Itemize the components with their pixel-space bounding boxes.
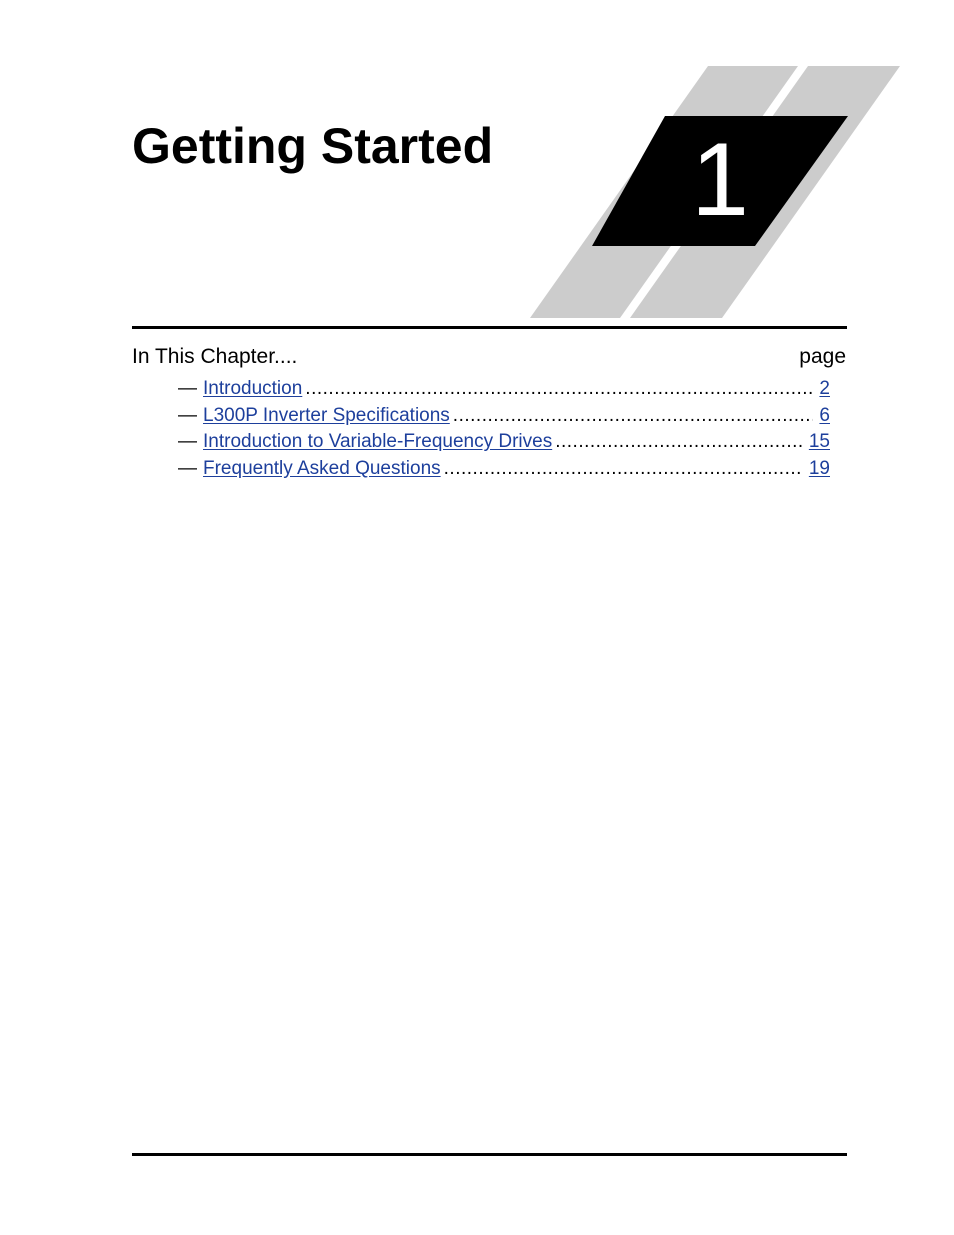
toc-page-link[interactable]: 2 xyxy=(819,378,830,399)
toc-dash: — xyxy=(178,404,197,426)
toc-link-inverter-specifications[interactable]: L300P Inverter Specifications xyxy=(203,404,450,426)
toc-link-introduction[interactable]: Introduction xyxy=(203,378,303,399)
toc-dot-leader xyxy=(453,403,814,429)
toc-link-faq[interactable]: Frequently Asked Questions xyxy=(203,457,441,479)
toc-header xyxy=(132,343,846,371)
chapter-number: 1 xyxy=(691,122,749,238)
toc-dash: — xyxy=(178,431,197,452)
toc-page-column-label: page xyxy=(799,345,846,368)
toc-entry xyxy=(178,456,831,483)
toc-dash: — xyxy=(178,378,197,399)
toc-dot-leader xyxy=(444,456,803,482)
toc-dot-leader xyxy=(555,429,803,455)
toc-page-link[interactable]: 19 xyxy=(808,457,830,479)
toc-page-link[interactable]: 6 xyxy=(819,404,830,426)
toc-heading: In This Chapter.... xyxy=(132,345,298,368)
toc-list xyxy=(178,376,831,482)
toc-entry xyxy=(178,429,831,456)
chapter-title: Getting Started xyxy=(132,118,494,174)
toc-entry xyxy=(178,403,831,430)
toc-entry xyxy=(178,376,831,403)
toc-dash: — xyxy=(178,457,197,479)
toc-link-variable-frequency-drives[interactable]: Introduction to Variable-Frequency Drives xyxy=(203,431,553,452)
bottom-divider xyxy=(132,1153,847,1156)
toc-dot-leader xyxy=(305,376,813,402)
top-divider xyxy=(132,326,847,329)
toc-page-link[interactable]: 15 xyxy=(808,431,830,452)
